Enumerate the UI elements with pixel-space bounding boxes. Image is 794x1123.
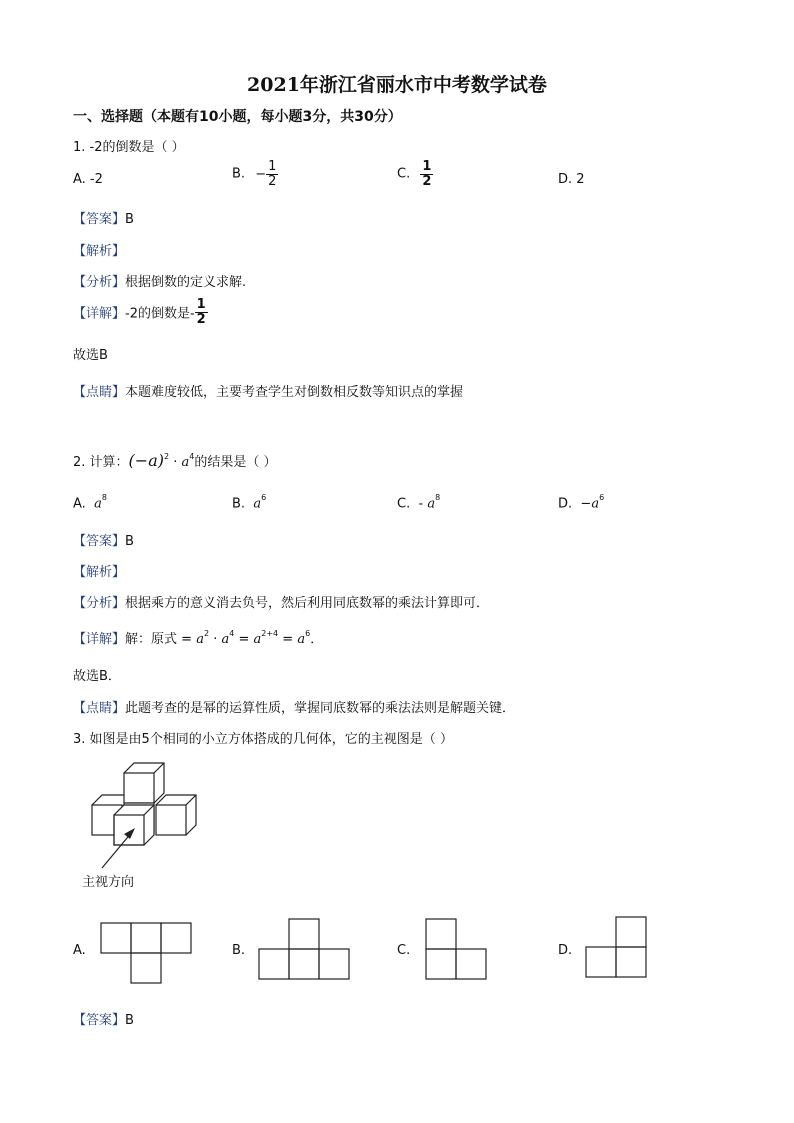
cube-figure	[80, 760, 210, 892]
q3d-cell-3	[616, 947, 646, 977]
q1-option-b	[232, 160, 278, 188]
question-3-stem: 3. 如图是由5个相同的小立方体搭成的几何体，它的主视图是（ ）	[73, 732, 453, 747]
q3d-cell-1	[616, 917, 646, 947]
q1-option-b-sign: −	[255, 166, 267, 182]
q1-xiangjie	[73, 298, 208, 326]
q2-option-a-prefix: A.	[73, 496, 86, 512]
q2-option-b-exp: 6	[261, 493, 267, 502]
q3c-cell-2	[426, 949, 456, 979]
q2-option-d-exp: 6	[599, 493, 605, 502]
q2-option-d	[558, 495, 604, 511]
q2-xj-exp-4: 4	[229, 628, 235, 638]
q3-answer-value: B	[125, 1013, 134, 1028]
q2-stem-exp-2: 2	[164, 451, 170, 461]
q2-option-d-prefix: D.	[558, 496, 573, 512]
q2-conclusion: 故选B．	[73, 669, 121, 684]
q2-fenxi	[73, 592, 489, 611]
q2-xj-exp-2: 2	[203, 628, 210, 638]
q2-option-b	[232, 495, 266, 511]
q1-conclusion: 故选B	[73, 348, 108, 363]
q2-xj-exp-sum: 2+4	[261, 628, 279, 638]
q1-dianjing	[73, 381, 463, 400]
fenxi-label: 【分析】	[73, 275, 126, 290]
q2-answer	[73, 530, 134, 549]
q3b-cell-2	[259, 949, 289, 979]
q3b-cell-4	[319, 949, 349, 979]
cube-right-edge	[186, 795, 196, 805]
q3-option-c-label: C.	[397, 943, 411, 958]
cube-top-front	[124, 773, 154, 803]
q2-option-c	[397, 495, 440, 511]
q1-answer-value: B	[125, 212, 134, 227]
q2-option-d-base: a	[591, 496, 600, 512]
q1-option-d: D. 2	[558, 172, 585, 187]
q2-xj-base-1: a	[196, 632, 204, 647]
q2-xj-base-3: a	[253, 632, 262, 647]
q3a-cell-4	[131, 953, 161, 983]
q3-option-d-label: D.	[558, 943, 573, 958]
q2-option-c-prefix: C.	[397, 496, 411, 512]
xiangjie-label: 【详解】	[73, 306, 126, 322]
q2-dianjing-text: 此题考查的是幂的运算性质，掌握同底数幂的乘法法则是解题关键．	[125, 701, 516, 716]
q1-option-b-prefix: B.	[232, 166, 246, 182]
q1-analysis-label	[73, 240, 125, 259]
q2-option-b-prefix: B.	[232, 496, 246, 512]
q2-stem-base: a	[148, 451, 158, 470]
q3-option-b-figure	[258, 918, 352, 982]
q3-answer	[73, 1009, 134, 1028]
q3a-cell-3	[161, 923, 191, 953]
q2-xj-exp-6: 6	[305, 628, 311, 638]
analysis-label: 【解析】	[73, 244, 126, 259]
q3-option-a-label: A.	[73, 943, 86, 958]
q1-option-c-prefix: C.	[397, 166, 411, 182]
q1-xiangjie-numerator: 1	[196, 297, 206, 312]
q1-option-b-denominator: 2	[268, 173, 277, 189]
q1-dianjing-text: 本题难度较低，主要考查学生对倒数相反数等知识点的掌握	[125, 385, 464, 400]
q1-xiangjie-denominator: 2	[196, 311, 206, 327]
q2-answer-value: B	[125, 534, 134, 549]
q1-fenxi-text: 根据倒数的定义求解.	[125, 275, 247, 290]
q2-dianjing	[73, 697, 515, 716]
q3c-cell-3	[456, 949, 486, 979]
page-title: 2021年浙江省丽水市中考数学试卷	[247, 74, 547, 96]
question-2-stem: 2. 计算：$(-a)^2 \cdot a^4$的结果是（ ）	[73, 451, 277, 470]
q2-option-c-exp: 8	[435, 493, 441, 502]
q2-option-b-base: a	[253, 496, 262, 512]
q2-stem-suffix: 的结果是（ ）	[194, 455, 277, 470]
section-heading: 一、选择题（本题有10小题，每小题3分，共30分）	[73, 109, 402, 125]
q3a-cell-2	[131, 923, 161, 953]
q3a-cell-1	[101, 923, 131, 953]
dianjing-label: 【点睛】	[73, 701, 126, 716]
q2-option-c-sign: -	[418, 496, 428, 512]
q1-answer	[73, 208, 134, 227]
q1-option-c-denominator: 2	[422, 173, 432, 189]
q2-option-d-sign: −	[580, 496, 592, 512]
q3b-cell-3	[289, 949, 319, 979]
q1-fenxi	[73, 271, 246, 290]
q3b-cell-1	[289, 919, 319, 949]
q1-option-b-numerator: 1	[268, 159, 277, 174]
q1-option-c-numerator: 1	[422, 159, 432, 174]
q3c-cell-1	[426, 919, 456, 949]
analysis-label: 【解析】	[73, 565, 126, 580]
q2-fenxi-text: 根据乘方的意义消去负号，然后利用同底数幂的乘法计算即可．	[125, 596, 490, 611]
q3d-cell-2	[586, 947, 616, 977]
xiangjie-label: 【详解】	[73, 632, 126, 647]
cube-top-edge	[154, 763, 164, 773]
view-direction-label: 主视方向	[82, 875, 135, 890]
q3-option-d-figure	[585, 916, 649, 980]
cube-right-front	[156, 805, 186, 835]
q2-option-a-base: a	[94, 496, 102, 512]
q2-option-a	[73, 495, 107, 511]
fenxi-label: 【分析】	[73, 596, 126, 611]
answer-label: 【答案】	[73, 212, 126, 227]
answer-label: 【答案】	[73, 534, 126, 549]
q3-option-b-label: B.	[232, 943, 246, 958]
q1-xiangjie-text: -2的倒数是-	[125, 306, 195, 322]
q3-option-a-figure	[100, 922, 194, 986]
q2-xj-base-4: a	[297, 632, 306, 647]
q2-analysis-label	[73, 561, 125, 580]
question-1-stem: 1. -2的倒数是（ ）	[73, 140, 185, 155]
q1-option-a: A. -2	[73, 172, 103, 187]
q2-option-a-exp: 8	[101, 493, 107, 502]
dianjing-label: 【点睛】	[73, 385, 126, 400]
q3-option-c-figure	[425, 918, 489, 982]
answer-label: 【答案】	[73, 1013, 126, 1028]
q1-option-c	[397, 160, 433, 188]
q2-stem-prefix: 2. 计算：	[73, 455, 129, 470]
q2-xiangjie-text: 解：原式	[125, 632, 178, 647]
q2-xj-base-2: a	[221, 632, 230, 647]
q2-stem-exp-4: 4	[189, 451, 195, 461]
q2-option-c-base: a	[427, 496, 436, 512]
q2-stem-base-2: a	[181, 455, 190, 470]
q2-xiangjie: 【详解】解：原式 = $a^2 \cdot a^4 = a^{2+4} = a^6$．	[73, 628, 324, 647]
